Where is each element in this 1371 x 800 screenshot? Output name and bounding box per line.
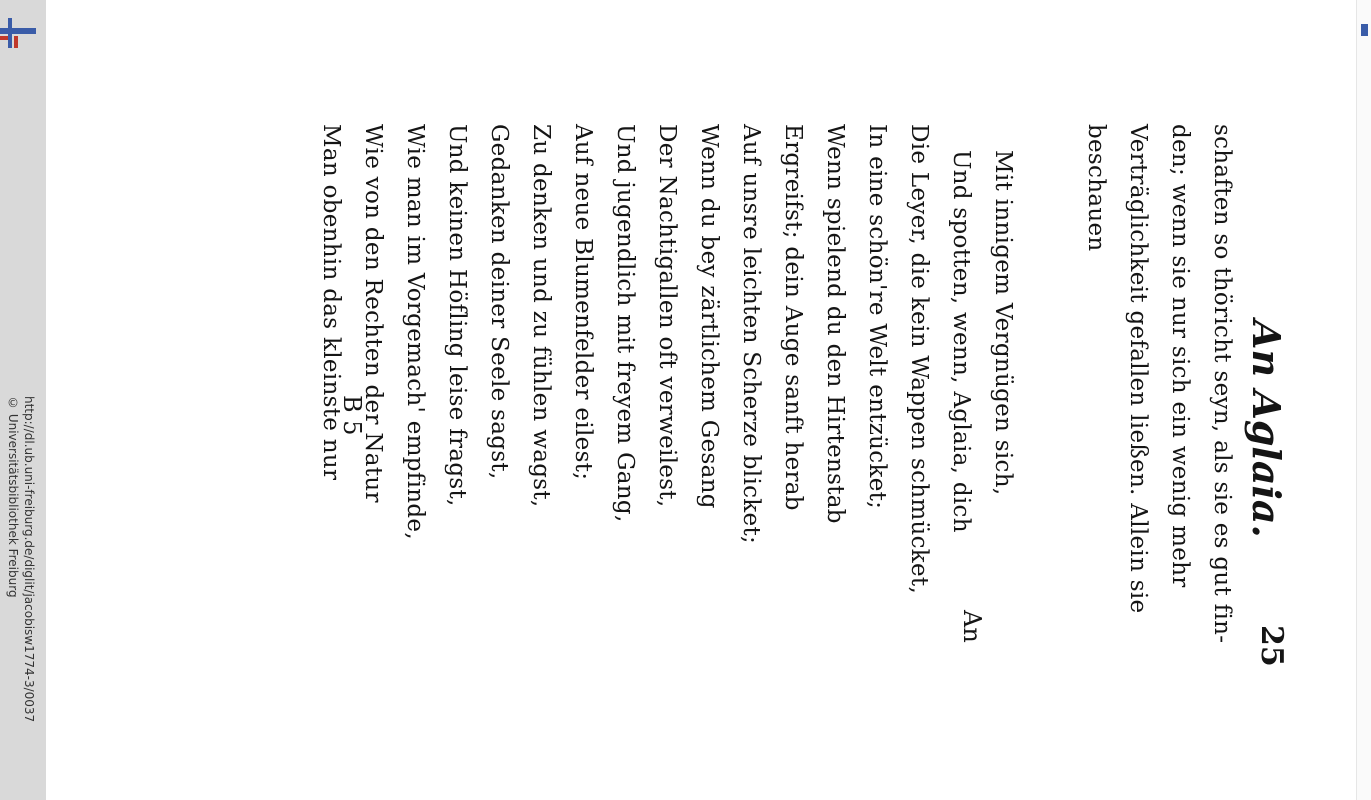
poem-line: Zu denken und zu fühlen wagst, (528, 124, 554, 508)
page-title: An Aglaia. (1244, 320, 1289, 538)
scanned-page (46, 0, 1357, 800)
source-url[interactable]: http://dl.ub.uni-freiburg.de/diglit/jacobisw1774-3/0037 (22, 396, 36, 723)
prose-line: beschauen (1083, 124, 1109, 252)
prose-line: den; wenn sie nur sich ein wenig mehr (1167, 124, 1193, 588)
poem-line: Ergreifst; dein Auge sanft herab (780, 124, 806, 511)
poem-line: Und keinen Höfling leise fragst, (444, 124, 470, 507)
viewer-color-bar (0, 18, 46, 48)
page-content-rotated (281, 110, 1301, 710)
poem-line: Auf unsre leichten Scherze blicket; (738, 124, 764, 545)
poem-line: Auf neue Blumenfelder eilest; (570, 124, 596, 481)
poem-line: Wie man im Vorgemach' empfinde, (402, 124, 428, 540)
poem-line: Der Nachtigallen oft verweilest, (654, 124, 680, 508)
poem-line: Mit innigem Vergnügen sich, (990, 150, 1016, 496)
poem-line: Wenn du bey zärtlichem Gesang (696, 124, 722, 509)
poem-line: In eine schön're Welt entzücket; (864, 124, 890, 510)
scroll-thumb[interactable] (1361, 24, 1368, 36)
poem-line: Die Leyer, die kein Wappen schmücket, (906, 124, 932, 595)
poem-line: Wie von den Rechten der Natur (360, 124, 386, 503)
prose-line: schaften so thöricht seyn, als sie es gut fin- (1209, 124, 1235, 644)
poem-line: Gedanken deiner Seele sagst, (486, 124, 512, 480)
poem-line: Und spotten, wenn, Aglaia, dich (948, 150, 974, 533)
poem-line: Wenn spielend du den Hirtenstab (822, 124, 848, 524)
viewer-sidebar (0, 0, 46, 800)
poem-line: Und jugendlich mit freyem Gang, (612, 124, 638, 523)
catchword: An (958, 610, 986, 643)
copyright-notice: © Universitätsbibliothek Freiburg (6, 396, 20, 598)
signature-mark: B 5 (338, 395, 366, 436)
poem-line: Man obenhin das kleinste nur (318, 124, 344, 481)
viewer-scrollbar[interactable] (1356, 0, 1371, 800)
prose-line: Verträglichkeit gefallen ließen. Allein sie (1125, 124, 1151, 614)
page-number: 25 (1254, 625, 1289, 667)
viewer-source-text (4, 396, 42, 800)
